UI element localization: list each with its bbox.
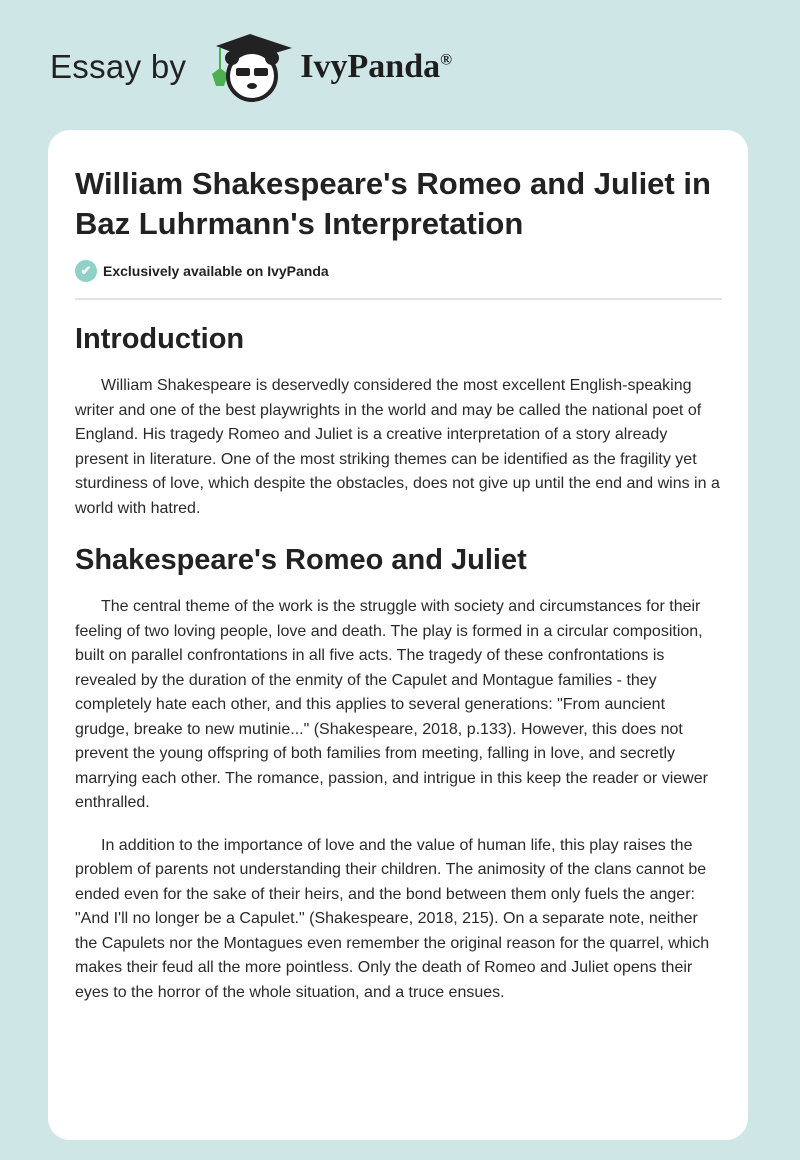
- badge-text: Exclusively available on IvyPanda: [103, 263, 329, 279]
- paragraph: The central theme of the work is the struggle with society and circumstances for their feeling of two loving people, love and death. The play is formed in a circular composition, built on parallel confrontations in all five acts. The tragedy of these confrontations is revealed by the duration of the enmity of the Capulet and Montague families - they completely hate each other, and this applies to several generations: "From auncient grudge, breake to new mutinie..." (Shakespeare, 2018, p.133). However, this does not prevent the young offspring of both families from meeting, falling in love, and secretly marrying each other. The romance, passion, and intrigue in this keep the reader or viewer enthralled.: [75, 598, 708, 811]
- brand-name[interactable]: [300, 48, 452, 86]
- panda-logo-icon[interactable]: [208, 32, 294, 102]
- essay-title: William Shakespeare's Romeo and Juliet in Baz Luhrmann's Interpretation: [75, 166, 711, 241]
- paragraph: In addition to the importance of love and the value of human life, this play raises the problem of parents not understanding their children. The animosity of the clans cannot be ended even for the sake of their heirs, and the bond between them only fuels the anger: "And I'll no longer be a Capulet." (Shakespeare, 2018, 215). On a separate note, neither the Capulets nor the Montagues even remember the original reason for the quarrel, which makes their feud all the more pointless. Only the death of Romeo and Juliet opens their eyes to the horror of the whole situation, and a truce ensues.: [75, 836, 710, 1001]
- check-icon: ✔: [75, 260, 97, 282]
- site-header: [50, 32, 452, 102]
- paragraph: William Shakespeare is deservedly considered the most excellent English-speaking writer and one of the best playwrights in the world and may be called the national poet of England. His tragedy Romeo and Juliet is a creative interpretation of a story already present in literature. One of the most striking themes can be identified as the fragility yet sturdiness of love, which despite the obstacles, does not give up until the end and wins in a world with hatred.: [75, 377, 720, 517]
- registered-mark: ®: [440, 51, 453, 69]
- essay-card: [48, 130, 748, 1140]
- brand-text: IvyPanda: [300, 48, 441, 85]
- essay-by-label: Essay by: [50, 48, 187, 85]
- section-heading: Shakespeare's Romeo and Juliet: [75, 544, 527, 576]
- section-heading: Introduction: [75, 323, 245, 355]
- exclusive-badge: [75, 260, 722, 300]
